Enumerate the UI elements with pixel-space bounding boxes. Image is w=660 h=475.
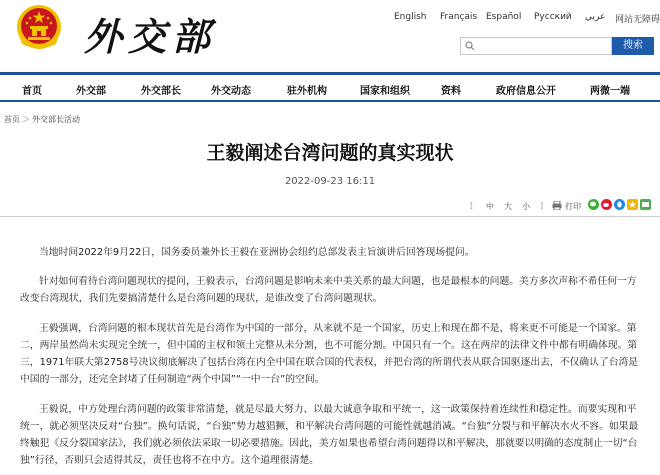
nav-item-gov-info[interactable]: 政府信息公开 — [496, 86, 556, 97]
article-paragraph: 当地时间2022年9月22日，国务委员兼外长王毅在亚洲协会纽约总部发表主旨演讲后回答现场提问。 — [39, 247, 475, 258]
nav-item-minister[interactable]: 外交部长 — [141, 86, 181, 97]
lang-russian-link[interactable]: Русский — [534, 12, 572, 22]
print-button[interactable]: 打印 — [565, 202, 581, 211]
lang-french-link[interactable]: Français — [440, 12, 478, 22]
national-emblem-icon[interactable] — [16, 4, 62, 50]
font-size-medium-button[interactable]: 中 — [486, 202, 494, 211]
nav-item-social-media[interactable]: 两微一端 — [590, 86, 630, 97]
article-paragraph: 王毅说，中方处理台湾问题的政策非常清楚，就是尽最大努力、以最大诚意争取和平统一，这一政策保持着连续性和稳定性。而要实现和平统一，就必须坚决反对“台独”。换句话说，“台独”势力越猖獗，和平解决台湾问题的可能性就越消减。“台独”分裂与和平解决水火不容。如果最终触犯《反分裂国家法》，我们就必须依法采取一切必要措施。因此，美方如果也希望台湾问题得以和平解决，那就要以明确的态度制止一切“台独”行径，否则只会适得其反，责任也将不在中方。这个道理很清楚。 — [20, 404, 639, 466]
lang-spanish-link[interactable]: Español — [486, 12, 522, 22]
search-button[interactable]: 搜索 — [612, 37, 654, 55]
toolbar-bracket-left: [ — [470, 201, 474, 210]
font-size-large-button[interactable]: 大 — [504, 202, 512, 211]
nav-item-missions-abroad[interactable]: 驻外机构 — [287, 86, 327, 97]
accessibility-link[interactable]: 网站无障碍 — [615, 15, 660, 25]
lang-arabic-link[interactable]: عربي — [585, 12, 606, 22]
toolbar-bracket-right: ] — [540, 201, 544, 210]
page-title: 王毅阐述台湾问题的真实现状 — [206, 142, 454, 164]
language-links — [392, 12, 660, 26]
nav-item-home[interactable]: 首页 — [22, 86, 42, 97]
article-toolbar — [470, 199, 660, 213]
breadcrumb-home-link[interactable]: 首页 — [4, 115, 20, 124]
lang-english-link[interactable]: English — [394, 12, 427, 22]
site-logo-text[interactable]: 外交部 — [84, 14, 217, 59]
main-navigation — [0, 72, 660, 102]
breadcrumb-section-link[interactable]: 外交部长活动 — [32, 115, 80, 124]
share-wechat-icon[interactable] — [588, 199, 599, 212]
article-paragraph: 针对如何看待台湾问题现状的提问，王毅表示，台湾问题是影响未来中美关系的最大问题，也是最根本的问题。美方多次声称不希任何一方改变台湾现状，我们先要搞清楚什么是台湾问题的现状，是谁改变了台湾问题现状。 — [20, 276, 637, 304]
search-icon — [465, 41, 475, 51]
share-more-icon[interactable] — [640, 199, 651, 212]
print-icon[interactable] — [552, 201, 562, 212]
content-divider — [0, 216, 660, 217]
share-weibo-icon[interactable] — [601, 199, 612, 212]
search-input[interactable] — [460, 37, 612, 55]
font-size-small-button[interactable]: 小 — [522, 202, 530, 211]
article-paragraph: 王毅强调，台湾问题的根本现状首先是台湾作为中国的一部分，从来就不是一个国家，历史上和现在都不是，将来更不可能是一个国家。第二，两岸虽然尚未实现完全统一，但中国的主权和领土完整从未分割，也不可能分割。中国只有一个。这在两岸的法律文件中都有明确体现。第三，1971年联大第2758号决议彻底解决了包括台湾在内全中国在联合国的代表权，并把台湾的所谓代表从联合国驱逐出去，不仅确认了台湾是中国的一部分，还完全封堵了任何制造“两个中国”“一中一台”的空间。 — [20, 323, 639, 385]
site-header — [0, 0, 660, 70]
nav-item-countries[interactable]: 国家和组织 — [360, 86, 410, 97]
nav-item-resources[interactable]: 资料 — [441, 86, 461, 97]
breadcrumb — [4, 114, 80, 125]
breadcrumb-separator: ＞ — [22, 115, 30, 124]
share-qq-icon[interactable] — [614, 199, 625, 212]
share-qzone-icon[interactable] — [627, 199, 638, 212]
publish-date: 2022-09-23 16:11 — [284, 176, 376, 187]
nav-item-diplomatic-activities[interactable]: 外交动态 — [211, 86, 251, 97]
nav-item-ministry[interactable]: 外交部 — [76, 86, 106, 97]
